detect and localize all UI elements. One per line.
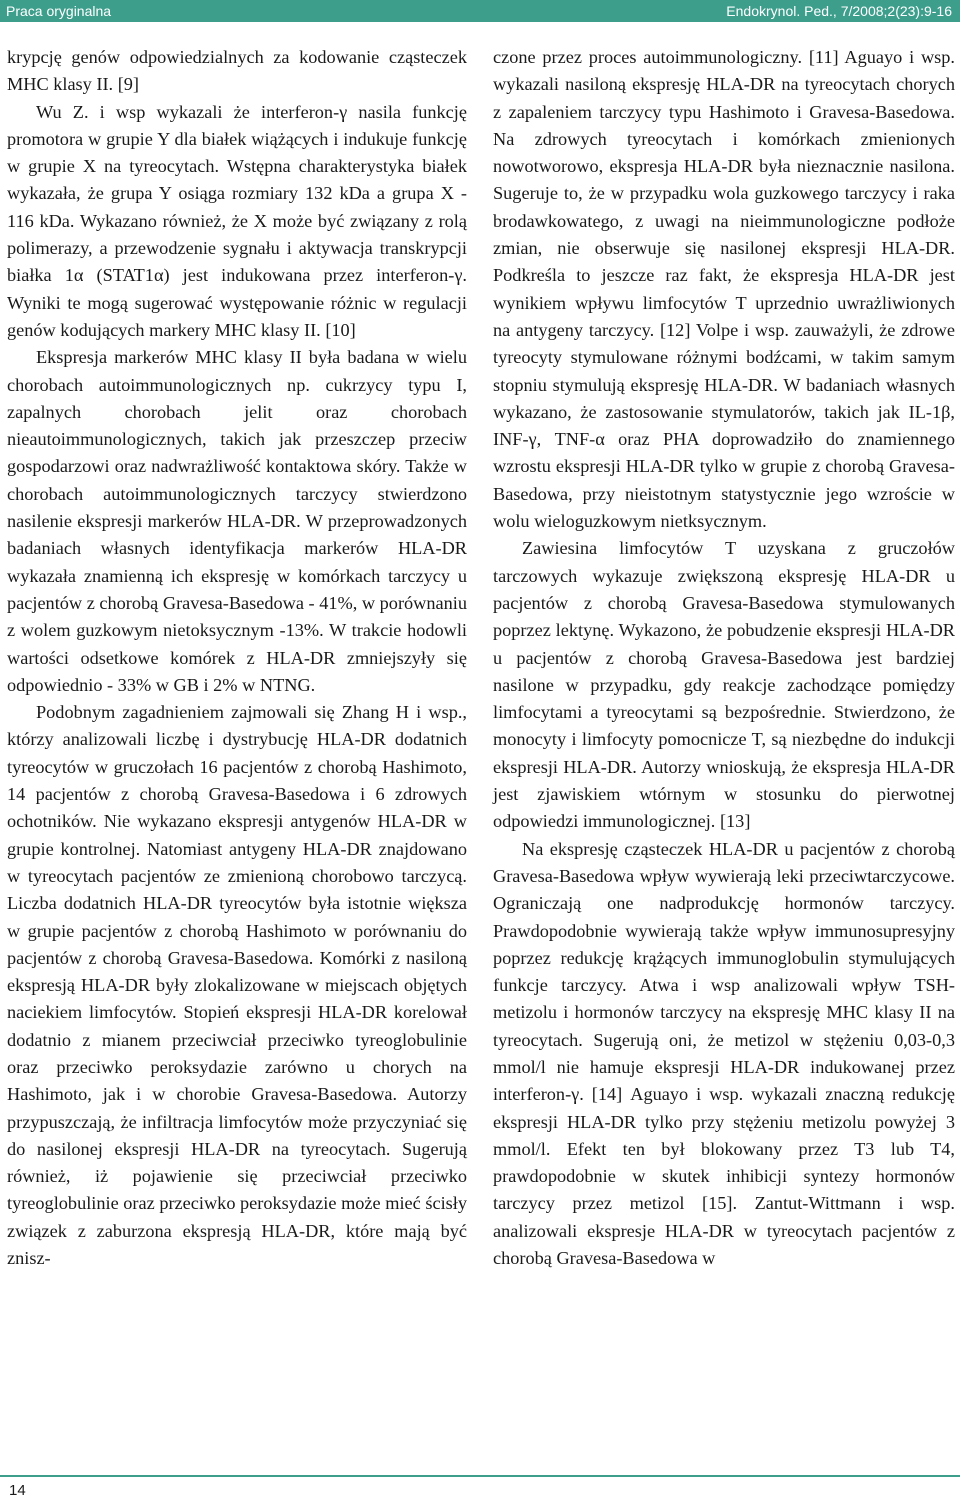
paragraph: Ekspresja markerów MHC klasy II była badana w wielu chorobach autoimmunologicznych np. cukrzycy typu I, zapalnych chorobach jelit oraz chorobach nieautoimmunologicznych, takich jak przeszczep przeciw gospodarzowi oraz nadwrażliwość kontaktowa skóry. Także w chorobach autoimmunologicznych tarczycy stwierdzono nasilenie ekspresji markerów HLA-DR. W przeprowadzonych badaniach własnych identyfikacja markerów HLA-DR wykazała znamienną ich ekspresję w komórkach tarczycy u pacjentów z chorobą Gravesa-Basedowa - 41%, w porównaniu z wolem guzkowym nietoksycznym -13%. W trakcie hodowli wartości odsetkowe komórek z HLA-DR zmniejszyły się odpowiednio - 33% w GB i 2% w NTNG.: [7, 347, 467, 695]
paragraph: Zawiesina limfocytów T uzyskana z gruczołów tarczowych wykazuje zwiększoną ekspresję HLA-DR u pacjentów z chorobą Gravesa-Basedowa stymulowanych poprzez lektynę. Wykazono, że pobudzenie ekspresji HLA-DR u pacjentów z chorobą Gravesa-Basedowa jest bardziej nasilone w przypadku, gdy reakcje zachodzące pomiędzy limfocytami a tyreocytami są bezpośrednie. Stwierdzono, że monocyty i limfocyty pomocnicze T, są niezbędne do indukcji ekspresji HLA-DR. Autorzy wnioskują, że ekspresja HLA-DR jest zjawiskiem wtórnym w stosunku do pierwotnej odpowiedzi immunologicznej. [13]: [493, 538, 955, 832]
paragraph: Na ekspresję cząsteczek HLA-DR u pacjentów z chorobą Gravesa-Basedowa wpływ wywierają leki przeciwtarczycowe. Ograniczają one nadprodukcję hormonów tarczycy. Prawdopodobnie wywierają także wpływ immunosupresyjny poprzez redukcję krążących immunoglobulin stymulujących funkcje tarczycy. Atwa i wsp analizowali wpływ TSH-metizolu i hormonów tarczycy na ekspresję MHC klasy II na tyreocytach. Sugerują oni, że metizol w stężeniu 0,03-0,3 mmol/l nie hamuje ekspresji HLA-DR indukowanej przez interferon-γ. [14] Aguayo i wsp. wykazali znaczną redukcję ekspresji HLA-DR tylko przy stężeniu metizolu powyżej 3 mmol/l. Efekt ten był blokowany przez T3 lub T4, prawdopodobnie w skutek inhibicji syntezy hormonów tarczycy przez metizol [15]. Zantut-Wittmann i wsp. analizowali ekspresje HLA-DR w tyreocytach pacjentów z chorobą Gravesa-Basedowa w: [493, 838, 955, 1269]
paragraph: Podobnym zagadnieniem zajmowali się Zhang H i wsp., którzy analizowali liczbę i dystrybucję HLA-DR dodatnich tyreocytów w gruczołach 16 pacjentów z chorobą Hashimoto, 14 pacjentów z chorobą Gravesa-Basedowa i 6 zdrowych ochotników. Nie wykazano ekspresji antygenów HLA-DR w grupie kontrolnej. Natomiast antygeny HLA-DR znajdowano w tyreocytach pacjentów ze zmienioną chorobowo tarczycą. Liczba dodatnich HLA-DR tyreocytów była istotnie większa w grupie pacjentów z chorobą Hashimoto w porównaniu do pacjentów z chorobą Gravesa-Basedowa. Komórki z nasiloną ekspresją HLA-DR były zlokalizowane w miejscach objętych naciekiem limfocytów. Stopień ekspresji HLA-DR korelował dodatnio z mianem przeciwciał przeciwko tyreoglobulinie oraz przeciwko peroksydazie zarówno u chorych na Hashimoto, jak i w chorobie Gravesa-Basedowa. Autorzy przypuszczają, że infiltracja limfocytów może przyczyniać się do nasilonej ekspresji HLA-DR na tyreocytach. Sugerują również, iż pojawienie się przeciwciał przeciwko tyreoglobulinie oraz przeciwko peroksydazie może mieć ścisły związek z zaburzona ekspresją HLA-DR, które mają być znisz-: [7, 702, 467, 1269]
paragraph: Wu Z. i wsp wykazali że interferon-γ nasila funkcję promotora w grupie Y dla białek wiążących i indukuje funkcję w grupie X na tyreocytach. Wstępna charakterystyka białek wykazała, że grupa Y osiąga rozmiary 132 kDa a grupa X - 116 kDa. Wykazano również, że X może być związany z rolą polimerazy, a przewodzenie sygnału i aktywacja transkrypcji białka 1α (STAT1α) jest indukowana przez interferon-γ. Wyniki te mogą sugerować występowanie różnic w regulacji genów kodujących markery MHC klasy II. [10]: [7, 101, 467, 340]
section-label: Praca oryginalna: [6, 3, 112, 19]
footer-rule: [0, 1475, 960, 1477]
left-column: [7, 44, 467, 1272]
running-header: [0, 0, 960, 22]
paragraph: czone przez proces autoimmunologiczny. [11] Aguayo i wsp. wykazali nasiloną ekspresję HLA-DR na tyreocytach chorych z zapaleniem tarczycy typu Hashimoto i Gravesa-Basedowa. Na zdrowych tyreocytach i komórkach zmienionych nowotworowo, ekspresja HLA-DR była nieznacznie nasilona. Sugeruje to, że w przypadku wola guzkowego tarczycy i raka brodawkowatego, z uwagi na nieimmunologiczne podłoże zmian, nie obserwuje się nasilonej ekspresji HLA-DR. Podkreśla to jeszcze raz fakt, że ekspresja HLA-DR jest wynikiem wpływu limfocytów T uprzednio uwrażliwionych na antygeny tarczycy. [12] Volpe i wsp. zauważyli, że zdrowe tyreocyty stymulowane różnymi bodźcami, w takim samym stopniu stymulują ekspresję HLA-DR. W badaniach własnych wykazano, że zastosowanie stymulatorów, takich jak IL-1β, INF-γ, TNF-α oraz PHA doprowadziło do znamiennego wzrostu ekspresji HLA-DR tylko w grupie z chorobą Gravesa-Basedowa, przy nieistotnym statystycznie jego wzroście w wolu wieloguzkowym nietksycznym.: [493, 47, 955, 532]
paragraph: krypcję genów odpowiedzialnych za kodowanie cząsteczek MHC klasy II. [9]: [7, 47, 467, 95]
right-column: [493, 44, 955, 1272]
page-number: 14: [9, 1482, 26, 1499]
journal-citation: Endokrynol. Ped., 7/2008;2(23):9-16: [726, 3, 952, 19]
